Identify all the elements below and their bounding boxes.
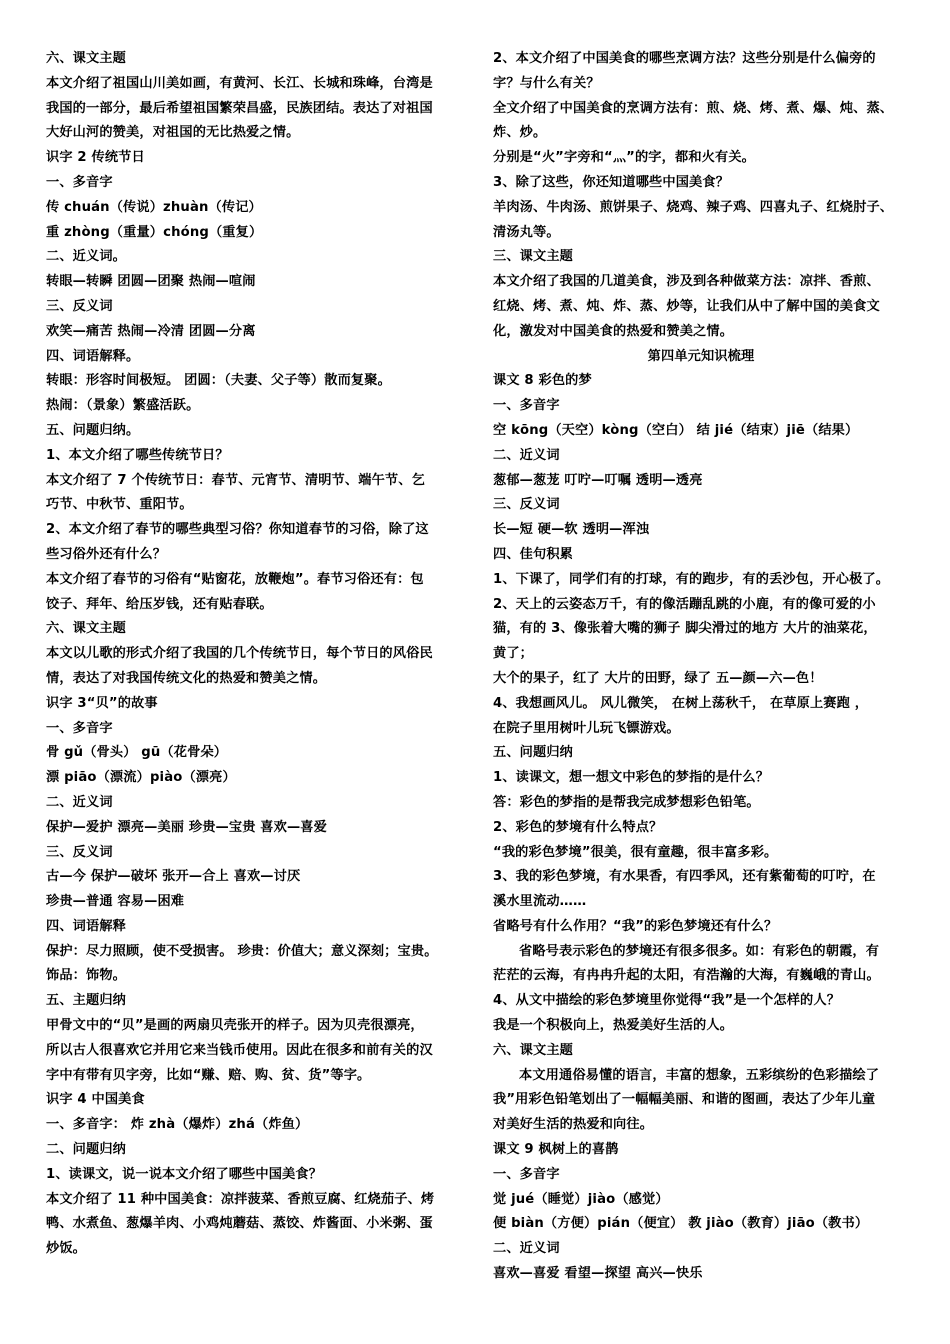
- text-line: 字？与什么有关？: [493, 75, 600, 91]
- text-line: 二、近义词。: [46, 249, 127, 265]
- text-line: 重 zhòng（重量）chóng（重复）: [46, 224, 263, 240]
- right-column: [493, 47, 909, 1287]
- text-line: 我国的一部分，最后希望祖国繁荣昌盛，民族团结。表达了对祖国: [46, 100, 433, 116]
- text-line: 炒饭。: [46, 1241, 87, 1257]
- text-line: 我是一个积极向上，热爱美好生活的人。: [493, 1018, 734, 1034]
- text-line: 一、多音字: [493, 1166, 560, 1182]
- text-line: 1、读课文，想一想文中彩色的梦指的是什么？: [493, 770, 770, 786]
- text-line: 传 chuán（传说）zhuàn（传记）: [46, 199, 262, 215]
- text-line: 二、近义词: [46, 794, 113, 810]
- text-line: 识字 3“贝”的故事: [46, 695, 158, 711]
- text-line: 炸、炒。: [493, 125, 547, 141]
- text-line: 课文 9 枫树上的喜鹊: [493, 1142, 619, 1158]
- text-line: 化，激发对中国美食的热爱和赞美之情。: [493, 323, 734, 339]
- text-line: 巧节、中秋节、重阳节。: [46, 497, 193, 513]
- text-line: 2、彩色的梦境有什么特点？: [493, 819, 663, 835]
- text-line: 喜欢—喜爱 看望—探望 高兴—快乐: [493, 1266, 703, 1282]
- text-line: 省略号有什么作用？“我”的彩色梦境还有什么？: [493, 918, 778, 934]
- text-line: “我的彩色梦境”很美，很有童趣，很丰富多彩。: [493, 844, 778, 860]
- text-line: 鸭、水煮鱼、葱爆羊肉、小鸡炖蘑菇、蒸饺、炸酱面、小米粥、蛋: [46, 1216, 433, 1232]
- text-line: 红烧、烤、煮、炖、炸、蒸、炒等，让我们从中了解中国的美食文: [493, 298, 880, 314]
- text-line: 甲骨文中的“贝”是画的两扇贝壳张开的样子。因为贝壳很漂亮，: [46, 1018, 424, 1034]
- left-column: [46, 47, 460, 1262]
- text-line: 五、主题归纳: [46, 993, 127, 1009]
- text-line: 茫茫的云海，有冉冉升起的太阳，有浩瀚的大海，有巍峨的青山。: [493, 968, 880, 984]
- text-line: 识字 2 传统节日: [46, 150, 145, 166]
- text-line: 2、本文介绍了中国美食的哪些烹调方法？这些分别是什么偏旁的: [493, 51, 876, 66]
- text-line: 些习俗外还有什么？: [46, 546, 167, 562]
- text-line: 五、问题归纳。: [46, 422, 140, 438]
- section-title: 第四单元知识梳理: [647, 348, 755, 364]
- text-line: 溪水里流动……: [493, 894, 587, 910]
- text-line: 本文介绍了祖国山川美如画，有黄河、长江、长城和珠峰，台湾是: [46, 75, 433, 91]
- text-line: 四、佳句积累: [493, 546, 574, 562]
- text-line: 保护：尽力照顾，使不受损害。 珍贵：价值大；意义深刻；宝贵。: [46, 943, 438, 959]
- text-line: 珍贵—普通 容易—困难: [46, 894, 185, 910]
- text-line: 1、本文介绍了哪些传统节日？: [46, 447, 229, 463]
- text-line: 羊肉汤、牛肉汤、煎饼果子、烧鸡、辣子鸡、四喜丸子、红烧肘子、: [493, 199, 894, 215]
- text-line: 本文介绍了春节的习俗有“贴窗花，放鞭炮”。春节习俗还有：包: [46, 571, 424, 587]
- text-line: 字中有带有贝字旁，比如“赚、赔、购、贫、货”等字。: [46, 1067, 371, 1083]
- text-line: 古—今 保护—破坏 张开—合上 喜欢—讨厌: [46, 869, 301, 885]
- text-line: 三、课文主题: [493, 249, 574, 265]
- text-line: 六、课文主题: [493, 1042, 574, 1058]
- text-line: 课文 8 彩色的梦: [493, 373, 592, 389]
- text-line: 分别是“火”字旁和“灬”的字，都和火有关。: [493, 150, 756, 166]
- text-line: 清汤丸等。: [493, 224, 560, 240]
- text-line: 觉 jué（睡觉）jiào（感觉）: [493, 1191, 669, 1207]
- text-line: 我”用彩色铅笔划出了一幅幅美丽、和谐的图画，表达了少年儿童: [493, 1092, 876, 1108]
- text-line: 1、读课文，说一说本文介绍了哪些中国美食？: [46, 1166, 323, 1182]
- text-line: 猫，有的 3、像张着大嘴的狮子 脚尖滑过的地方 大片的油菜花，: [493, 621, 877, 637]
- text-line: 3、我的彩色梦境，有水果香，有四季风，还有紫葡萄的叮咛，在: [493, 869, 876, 885]
- text-line: 一、多音字: [46, 174, 113, 190]
- text-line: 本文介绍了 11 种中国美食：凉拌菠菜、香煎豆腐、红烧茄子、烤: [46, 1191, 435, 1207]
- text-line: 五、问题归纳: [493, 745, 574, 761]
- text-line: 热闹：（景象）繁盛活跃。: [46, 398, 200, 414]
- text-line: 三、反义词: [46, 844, 113, 860]
- text-line: 本文以儿歌的形式介绍了我国的几个传统节日，每个节日的风俗民: [46, 646, 433, 662]
- text-line: 识字 4 中国美食: [46, 1092, 145, 1108]
- text-line: 骨 gǔ（骨头） gū（花骨朵）: [46, 745, 228, 761]
- text-line: 二、问题归纳: [46, 1142, 127, 1158]
- text-line: 一、多音字: [46, 720, 113, 736]
- text-line: 3、除了这些，你还知道哪些中国美食？: [493, 174, 730, 190]
- text-line: 省略号表示彩色的梦境还有很多很多。如：有彩色的朝霞，有: [519, 943, 880, 959]
- text-line: 三、反义词: [493, 497, 560, 513]
- text-line: 大好山河的赞美，对祖国的无比热爱之情。: [46, 125, 300, 141]
- text-line: 二、近义词: [493, 447, 560, 463]
- text-line: 四、词语解释。: [46, 348, 140, 364]
- text-line: 六、课文主题: [46, 51, 127, 66]
- text-line: 2、本文介绍了春节的哪些典型习俗？你知道春节的习俗，除了这: [46, 522, 429, 538]
- text-line: 4、我想画风儿。 风儿微笑， 在树上荡秋千， 在草原上赛跑 ，: [493, 695, 869, 711]
- text-line: 一、多音字： 炸 zhà（爆炸）zhá（炸鱼）: [46, 1117, 309, 1133]
- text-line: 保护—爱护 漂亮—美丽 珍贵—宝贵 喜欢—喜爱: [46, 819, 327, 835]
- text-line: 1、下课了，同学们有的打球，有的跑步，有的丢沙包，开心极了。: [493, 571, 890, 587]
- text-line: 二、近义词: [493, 1241, 560, 1257]
- text-line: 在院子里用树叶儿玩飞镖游戏。: [493, 720, 680, 736]
- text-line: 对美好生活的热爱和向往。: [493, 1117, 654, 1133]
- text-line: 三、反义词: [46, 298, 113, 314]
- text-line: 六、课文主题: [46, 621, 127, 637]
- text-line: 本文介绍了我国的几道美食，涉及到各种做菜方法：凉拌、香煎、: [493, 274, 880, 290]
- text-line: 黄了；: [493, 646, 534, 662]
- text-line: 长—短 硬—软 透明—浑浊: [493, 522, 650, 538]
- text-line: 饰品：饰物。: [46, 968, 127, 984]
- text-line: 所以古人很喜欢它并用它来当钱币使用。因此在很多和前有关的汉: [46, 1042, 433, 1058]
- text-line: 答：彩色的梦指的是帮我完成梦想彩色铅笔。: [493, 794, 760, 810]
- text-line: 情，表达了对我国传统文化的热爱和赞美之情。: [46, 670, 327, 686]
- text-line: 一、多音字: [493, 398, 560, 414]
- text-line: 全文介绍了中国美食的烹调方法有：煎、烧、烤、煮、爆、炖、蒸、: [493, 100, 894, 116]
- text-line: 饺子、拜年、给压岁钱，还有贴春联。: [46, 596, 273, 612]
- text-line: 转眼：形容时间极短。 团圆：（夫妻、父子等）散而复聚。: [46, 373, 391, 389]
- text-line: 大个的果子，红了 大片的田野，绿了 五—颜—六—色！: [493, 670, 823, 686]
- text-line: 四、词语解释: [46, 918, 127, 934]
- text-line: 葱郁—葱茏 叮咛—叮嘱 透明—透亮: [493, 472, 703, 488]
- text-line: 便 biàn（方便）pián（便宜） 教 jiào（教育）jiāo（教书）: [493, 1216, 869, 1232]
- text-line: 转眼—转瞬 团圆—团聚 热闹—喧闹: [46, 274, 256, 290]
- text-line: 本文介绍了 7 个传统节日：春节、元宵节、清明节、端午节、乞: [46, 472, 425, 488]
- text-line: 漂 piāo（漂流）piào（漂亮）: [46, 770, 236, 786]
- text-line: 欢笑—痛苦 热闹—冷清 团圆—分离: [46, 323, 256, 339]
- text-line: 2、天上的云姿态万千，有的像活蹦乱跳的小鹿，有的像可爱的小: [493, 596, 876, 612]
- text-line: 空 kōng（天空）kòng（空白） 结 jié（结束）jiē（结果）: [493, 422, 859, 438]
- text-line: 本文用通俗易懂的语言，丰富的想象，五彩缤纷的色彩描绘了: [519, 1067, 880, 1083]
- text-line: 4、从文中描绘的彩色梦境里你觉得“我”是一个怎样的人？: [493, 993, 841, 1009]
